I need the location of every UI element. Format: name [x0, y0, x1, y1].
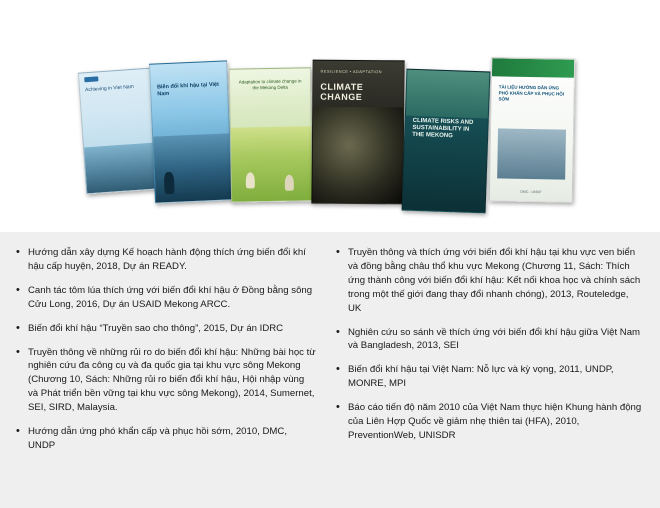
references-left-column	[14, 246, 328, 498]
book-title: CLIMATE RISKS AND SUSTAINABILITY IN THE MEKONG	[412, 117, 474, 140]
book-cover-bien-doi-khi-hau-viet-nam	[149, 60, 233, 203]
list-item: • Truyền thông và thích ứng với biến đổi khí hậu tại khu vực ven biển và đồng bằng châu thổ khu vực Mekong (Chương 11, Sách: Thích ứng thành công với biến đổi khí hậu: Kết nối khoa học và chính sách trong một thế giới đang thay đổi nhanh chóng), 2013, Routeledge, UK	[334, 246, 642, 316]
book-cover-rice-field	[229, 67, 313, 202]
book-cover-photo	[497, 128, 566, 179]
list-item: • Biến đổi khí hậu “Truyền sao cho thông”, 2015, Dự án IDRC	[14, 322, 316, 336]
references-right-column	[328, 246, 642, 498]
book-cover-achieving-viet-nam	[78, 68, 160, 195]
list-item: • Biến đổi khí hậu tại Việt Nam: Nỗ lực và kỳ vọng, 2011, UNDP, MONRE, MPI	[334, 363, 642, 391]
list-item: • Truyền thông về những rủi ro do biến đổi khí hậu: Những bài học từ nghiên cứu đa công cụ và đa quốc gia tại khu vực sông Mekong (Chương 10, Sách: Những rủi ro biến đổi khí hậu, Hội nhập vùng và Phát triển bền vững tại khu vực sông Mekong), 2014, Sumernet, SEI, SIRD, Malaysia.	[14, 346, 316, 416]
list-item: • Hướng dẫn ứng phó khẩn cấp và phục hồi sớm, 2010, DMC, UNDP	[14, 425, 316, 453]
reference-list-left	[14, 246, 316, 453]
book-cover-photo	[153, 133, 232, 202]
book-cover-climate-risks-mekong	[402, 69, 491, 214]
un-logo-icon	[84, 76, 98, 82]
book-cover-tai-lieu-huong-dan	[489, 57, 576, 202]
book-cover-climate-change	[311, 60, 404, 205]
book-title: Achieving in Viet Nam	[84, 83, 134, 94]
book-covers-row	[60, 40, 600, 220]
book-cover-photo	[231, 126, 312, 201]
book-footer: DMC - UNDP	[520, 189, 542, 195]
book-cover-photo	[84, 142, 159, 193]
book-cover-photo	[312, 107, 403, 204]
cover-band	[492, 58, 574, 77]
book-title: Adaptation to climate change in the Mekong Delta	[238, 78, 302, 91]
book-title: CLIMATE CHANGE	[320, 81, 364, 102]
list-item: • Hướng dẫn xây dựng Kế hoạch hành động thích ứng biến đổi khí hậu cấp huyện, 2018, Dự án READY.	[14, 246, 316, 274]
list-item: • Canh tác tôm lúa thích ứng với biến đổi khí hậu ở Đồng bằng sông Cửu Long, 2016, Dự án USAID Mekong ARCC.	[14, 284, 316, 312]
book-title: TÀI LIỆU HƯỚNG DẪN ỨNG PHÓ KHẨN CẤP VÀ PHỤC HỒI SỚM	[498, 84, 565, 102]
reference-list-right	[334, 246, 642, 443]
list-item: • Báo cáo tiến độ năm 2010 của Việt Nam thực hiện Khung hành động của Liên Hợp Quốc về giảm nhẹ thiên tai (HFA), 2010, PreventionWeb, UNISDR	[334, 401, 642, 443]
references-columns	[0, 232, 660, 508]
list-item: • Nghiên cứu so sánh về thích ứng với biến đổi khí hậu giữa Việt Nam và Bangladesh, 2013, SEI	[334, 326, 642, 354]
book-covers-image	[0, 0, 660, 232]
book-subtitle: RESILIENCE • ADAPTATION	[320, 68, 382, 75]
references-panel	[0, 232, 660, 508]
book-title: Biến đổi khí hậu tại Việt Nam	[156, 81, 220, 98]
book-cover-photo	[406, 70, 490, 119]
